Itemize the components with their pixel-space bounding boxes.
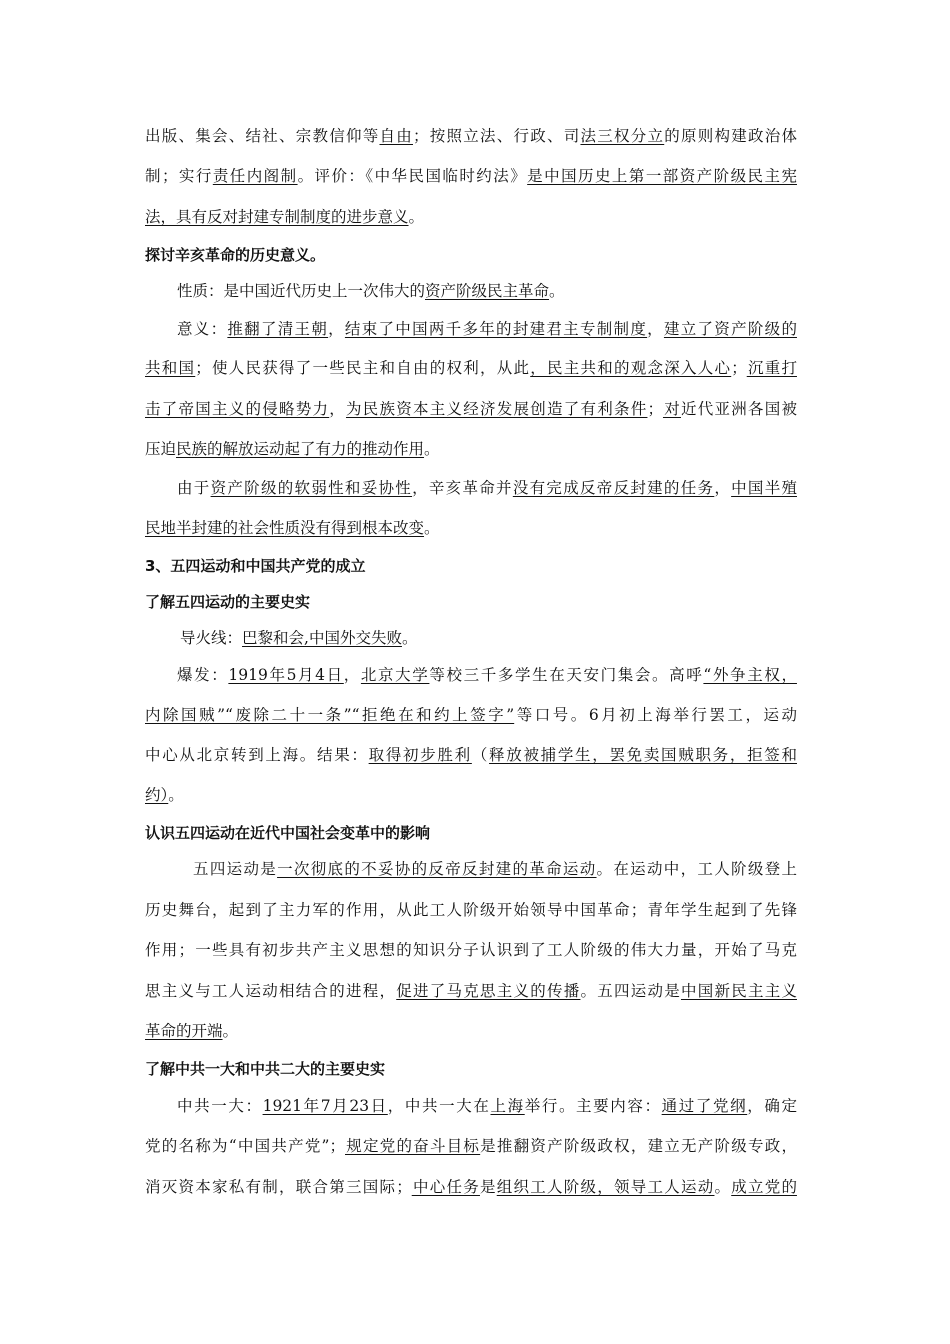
text-line <box>145 980 797 1002</box>
text-span: 。 <box>168 786 184 804</box>
underlined-text: 革命的开端 <box>145 1022 223 1040</box>
underlined-text: 巴黎和会,中国外交失败 <box>242 629 402 647</box>
section-heading: 3、五四运动和中国共产党的成立 <box>145 557 366 575</box>
text-line <box>145 744 797 766</box>
text-line <box>180 627 417 649</box>
text-line <box>145 1135 797 1157</box>
underlined-text: 上海 <box>490 1097 525 1115</box>
underlined-text: 建立了资产阶级的 <box>663 320 797 338</box>
text-span: 由于 <box>177 479 211 497</box>
text-line <box>145 1176 797 1198</box>
text-span: 。五四运动是 <box>580 982 681 1000</box>
text-line <box>177 318 797 340</box>
text-span: ； <box>647 400 663 418</box>
underlined-text: 击了帝国主义的侵略势力 <box>145 400 330 418</box>
underlined-text: 民族的解放运动起了有力的推动作用 <box>176 440 425 458</box>
text-line <box>145 939 797 961</box>
text-span: 近代亚洲各国被 <box>680 400 797 418</box>
text-line <box>145 357 797 379</box>
underlined-text: 1921年7月23日 <box>262 1097 388 1115</box>
text-span: 历史舞台，起到了主力军的作用，从此工人阶级开始领导中国革命；青年学生起到了先锋 <box>145 901 797 919</box>
underlined-text: 结束了中国两千多年的封建君主专制制度 <box>344 320 648 338</box>
text-line <box>145 784 184 806</box>
text-span: ； <box>731 359 747 377</box>
underlined-text: 沉重打 <box>746 359 797 377</box>
underlined-text: 责任内阁制 <box>212 167 298 185</box>
text-span: （ <box>471 746 490 764</box>
section-heading: 探讨辛亥革命的历史意义。 <box>145 246 326 264</box>
text-span: ， <box>329 400 346 418</box>
text-span: 爆发： <box>177 666 229 684</box>
underlined-text: 没有完成反帝反封建的任务 <box>512 479 715 497</box>
text-span: 作用；一些具有初步共产主义思想的知识分子认识到了工人阶级的伟大力量，开始了马克 <box>145 941 797 959</box>
underlined-text: 民地半封建的社会性质没有得到根本改变 <box>145 519 425 537</box>
text-span: 出版、集会、结社、宗教信仰等 <box>145 127 380 145</box>
section-heading: 了解五四运动的主要史实 <box>145 593 311 611</box>
text-span: 。在运动中，工人阶级登上 <box>596 860 797 878</box>
text-span: 是 <box>479 1178 497 1196</box>
text-span: 制；实行 <box>145 167 213 185</box>
underlined-text: 对 <box>662 400 681 418</box>
text-line <box>145 899 797 921</box>
underlined-text: 组织工人阶级，领导工人运动 <box>496 1178 715 1196</box>
underlined-text: 资产阶级民主革命 <box>425 282 550 300</box>
text-span: ， <box>714 479 732 497</box>
text-span: 。 <box>714 1178 732 1196</box>
text-span: ， <box>328 320 345 338</box>
text-span: 。 <box>424 519 440 537</box>
text-span: 中心从北京转到上海。结果： <box>145 746 369 764</box>
text-line <box>177 664 797 686</box>
text-span: 。 <box>222 1022 239 1040</box>
text-span: 举行。主要内容： <box>524 1097 662 1115</box>
text-line <box>145 517 440 539</box>
text-span: 意义： <box>177 320 228 338</box>
underlined-text: 推翻了清王朝 <box>227 320 329 338</box>
underlined-text: 自由 <box>379 127 413 145</box>
underlined-text: 规定党的奋斗目标 <box>345 1137 481 1155</box>
text-line <box>145 704 797 726</box>
text-span: ，确定 <box>747 1097 797 1115</box>
underlined-text: ，民主共和的观念深入人心 <box>530 359 732 377</box>
underlined-text: 一次彻底的不妥协的反帝反封建的革命运动 <box>277 860 597 878</box>
underlined-text: 通过了党纲 <box>661 1097 748 1115</box>
section-heading: 认识五四运动在近代中国社会变革中的影响 <box>145 824 431 842</box>
underlined-text: 中国半殖 <box>731 479 797 497</box>
text-span: 压迫 <box>145 440 177 458</box>
text-span: 。评价：《中华民国临时约法》 <box>297 167 528 185</box>
text-span: 。 <box>424 440 440 458</box>
text-span: ；按照立法、行政、司 <box>412 127 581 145</box>
text-span: 等校三千多学生在天安门集会。高呼 <box>429 666 704 684</box>
text-span: 导火线： <box>180 629 243 647</box>
underlined-text: 成立党的 <box>731 1178 797 1196</box>
text-span: 性质：是中国近代历史上一次伟大的 <box>177 282 426 300</box>
text-span: 思主义与工人运动相结合的进程， <box>145 982 397 1000</box>
text-span: ，辛亥革命并 <box>412 479 513 497</box>
text-line <box>177 477 797 499</box>
underlined-text: 北京大学 <box>360 666 430 684</box>
text-line <box>177 1095 797 1117</box>
text-line <box>145 206 424 228</box>
underlined-text: 资产阶级的软弱性和妥协性 <box>210 479 413 497</box>
text-span: 消灭资本家私有制，联合第三国际； <box>145 1178 412 1196</box>
underlined-text: 促进了马克思主义的传播 <box>396 982 581 1000</box>
underlined-text: 是中国历史上第一部资产阶级民主宪 <box>527 167 797 185</box>
text-line <box>193 858 797 880</box>
text-span: 五四运动是 <box>193 860 278 878</box>
text-span: ，中共一大在 <box>387 1097 491 1115</box>
text-line <box>145 1020 238 1042</box>
underlined-text: 释放被捕学生，罢免卖国贼职务，拒签和 <box>489 746 797 764</box>
text-span: 党的名称为“中国共产党”； <box>145 1137 345 1155</box>
underlined-text: 中心任务 <box>411 1178 480 1196</box>
text-span: 的原则构建政治体 <box>664 127 797 145</box>
text-span: ；使人民获得了一些民主和自由的权利，从此 <box>195 359 531 377</box>
underlined-text: 内除国贼”“废除二十一条”“拒绝在和约上签字” <box>145 706 515 724</box>
underlined-text: 共和国 <box>145 359 196 377</box>
text-span: ， <box>647 320 664 338</box>
text-span: 等口号。6月初上海举行罢工，运动 <box>514 706 797 724</box>
underlined-text: 约） <box>145 786 169 804</box>
text-line <box>145 125 797 147</box>
underlined-text: 中国新民主主义 <box>680 982 797 1000</box>
underlined-text: 法三权分立 <box>580 127 665 145</box>
underlined-text: 取得初步胜利 <box>368 746 472 764</box>
underlined-text: 为民族资本主义经济发展创造了有利条件 <box>345 400 648 418</box>
underlined-text: 法，具有反对封建专制制度的进步意义 <box>145 208 409 226</box>
text-span: 是推翻资产阶级政权，建立无产阶级专政， <box>480 1137 797 1155</box>
underlined-text: 1919年5月4日 <box>228 666 344 684</box>
underlined-text: “外争主权， <box>703 666 797 684</box>
text-span: 。 <box>401 629 418 647</box>
text-span: 。 <box>408 208 425 226</box>
text-span: 中共一大： <box>177 1097 263 1115</box>
text-span: 。 <box>549 282 565 300</box>
text-line <box>145 438 440 460</box>
text-line <box>177 280 565 302</box>
text-span: ， <box>343 666 361 684</box>
text-line <box>145 398 797 420</box>
text-line <box>145 165 797 187</box>
section-heading: 了解中共一大和中共二大的主要史实 <box>145 1060 386 1078</box>
